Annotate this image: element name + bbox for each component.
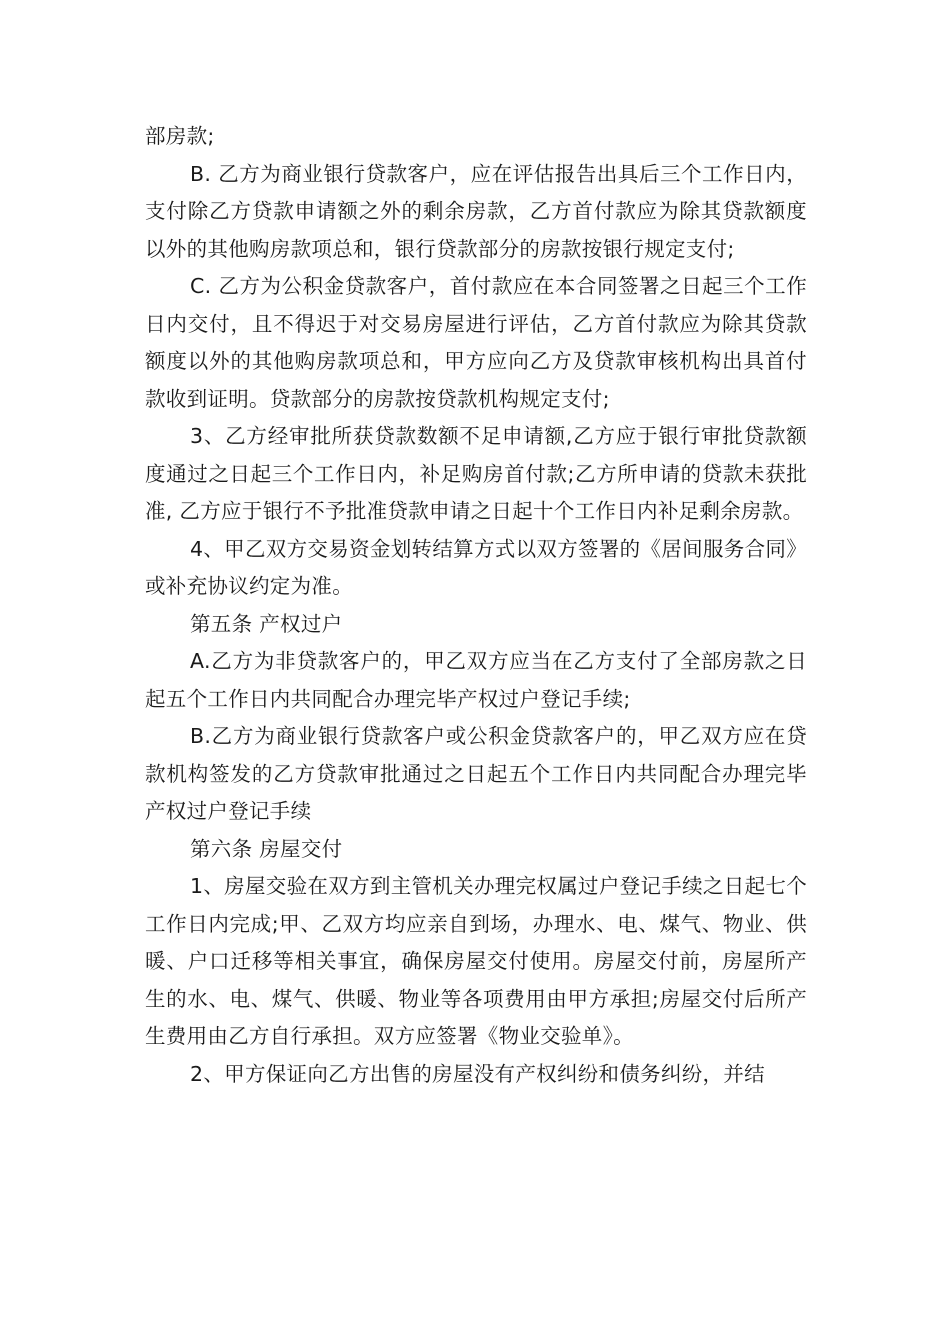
section-heading-6: 第六条 房屋交付 xyxy=(190,836,343,861)
paragraph-2: B. 乙方为商业银行贷款客户，应在评估报告出具后三个工作日内，支付除乙方贷款申请额之外的剩余房款，乙方首付款应为除其贷款额度以外的其他购房款项总和，银行贷款部分的房款按银行规定支付; xyxy=(145,161,807,261)
paragraph-3: C. 乙方为公积金贷款客户，首付款应在本合同签署之日起三个工作日内交付，且不得迟于对交易房屋进行评估，乙方首付款应为除其贷款额度以外的其他购房款项总和，甲方应向乙方及贷款审核机构出具首付款收到证明。贷款部分的房款按贷款机构规定支付; xyxy=(145,274,807,411)
paragraph-1: 部房款; xyxy=(145,124,215,148)
paragraph-10: 1、房屋交验在双方到主管机关办理完权属过户登记手续之日起七个工作日内完成;甲、乙双方均应亲自到场，办理水、电、煤气、物业、供暖、户口迁移等相关事宜，确保房屋交付使用。房屋交付前，房屋所产生的水、电、煤气、供暖、物业等各项费用由甲方承担;房屋交付后所产生费用由乙方自行承担。双方应签署《物业交验单》。 xyxy=(145,874,807,1048)
document-body xyxy=(145,118,807,1093)
paragraph-11: 2、甲方保证向乙方出售的房屋没有产权纠纷和债务纠纷，并结 xyxy=(190,1061,765,1086)
paragraph-8: B.乙方为商业银行贷款客户或公积金贷款客户的，甲乙双方应在贷款机构签发的乙方贷款审批通过之日起五个工作日内共同配合办理完毕产权过户登记手续 xyxy=(145,724,807,823)
paragraph-4: 3、乙方经审批所获贷款数额不足申请额,乙方应于银行审批贷款额度通过之日起三个工作日内，补足购房首付款;乙方所申请的贷款未获批准, 乙方应于银行不予批准贷款申请之日起十个工作日内补足剩余房款。 xyxy=(145,424,807,523)
section-heading-5: 第五条 产权过户 xyxy=(190,611,343,636)
paragraph-7: A.乙方为非贷款客户的，甲乙双方应当在乙方支付了全部房款之日起五个工作日内共同配合办理完毕产权过户登记手续; xyxy=(145,649,807,711)
paragraph-5: 4、甲乙双方交易资金划转结算方式以双方签署的《居间服务合同》或补充协议约定为准。 xyxy=(145,536,807,598)
